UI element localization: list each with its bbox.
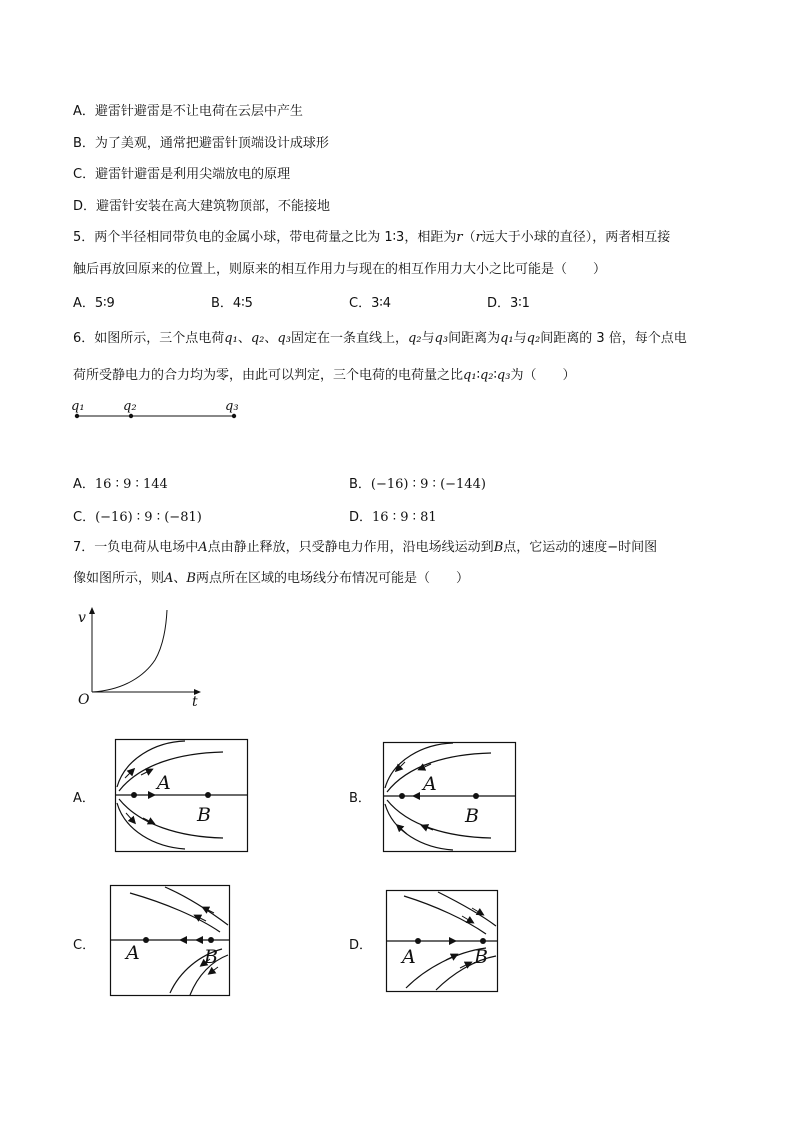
field-diagram-b [383,742,516,852]
q1-label: q₁ [71,399,85,414]
q7-option-b-label: B． [349,791,371,806]
point-b-label: B [474,946,488,968]
q7-stem-line1: 7．一负电荷从电场中A点由静止释放，只受静电力作用，沿电场线运动到B点，它运动的速度−时间图 [73,540,658,555]
velocity-curve [92,610,167,692]
q7-option-d-label: D． [349,938,373,953]
q6-option-a: A．16 ∶ 9 ∶ 144 [73,477,168,492]
point-a-label: A [423,773,437,795]
point-a-label: A [157,772,171,794]
q6-option-c: C．(−16) ∶ 9 ∶ (−81) [73,510,202,525]
point-a-label: A [126,942,140,964]
t-axis-label: t [192,694,198,710]
point-b-label: B [465,805,479,827]
field-diagram-c [110,885,230,996]
q6-stem-line2: 荷所受静电力的合力均为零，由此可以判定，三个电荷的电荷量之比q₁∶q₂∶q₃为（ ） [73,368,576,383]
point-b-label: B [197,804,211,826]
q5-stem-line2: 触后再放回原来的位置上，则原来的相互作用力与现在的相互作用力大小之比可能是（ ） [73,262,607,277]
var-r: r [456,230,463,245]
point-b-label: B [204,946,218,968]
var-r: r [475,230,482,245]
q3-label: q₃ [225,399,239,414]
point-a-label: A [402,946,416,968]
field-diagram-d [386,890,498,992]
q5-option-b: B．4∶5 [211,296,253,311]
q6-stem-line1: 6．如图所示，三个点电荷q₁、q₂、q₃固定在一条直线上，q₂与q₃间距离为q₁与q₂间距离的 3 倍，每个点电 [73,331,687,346]
field-diagram-a [115,739,248,852]
q5-option-c: C．3∶4 [349,296,392,311]
velocity-time-graph [70,600,210,715]
q7-option-c-label: C． [73,938,96,953]
q7-option-a-label: A． [73,791,95,806]
q2-label: q₂ [123,399,137,414]
origin-label: O [78,692,90,708]
q4-option-d: D．避雷针安装在高大建筑物顶部，不能接地 [73,199,331,214]
v-axis-label: v [78,610,86,626]
q4-option-c: C．避雷针避雷是利用尖端放电的原理 [73,167,291,182]
q6-option-b: B．(−16) ∶ 9 ∶ (−144) [349,477,486,492]
q6-charges-figure [70,398,250,426]
q4-option-a: A．避雷针避雷是不让电荷在云层中产生 [73,104,303,119]
q4-option-b: B．为了美观，通常把避雷针顶端设计成球形 [73,136,329,151]
q7-stem-line2: 像如图所示，则A、B两点所在区域的电场线分布情况可能是（ ） [73,571,469,586]
q5-stem-line1: 5．两个半径相同带负电的金属小球，带电荷量之比为 1∶3，相距为r（r远大于小球的直径），两者相互接 [73,230,671,245]
q6-option-d: D．16 ∶ 9 ∶ 81 [349,510,437,525]
q5-option-a: A．5∶9 [73,296,115,311]
q5-option-d: D．3∶1 [487,296,530,311]
